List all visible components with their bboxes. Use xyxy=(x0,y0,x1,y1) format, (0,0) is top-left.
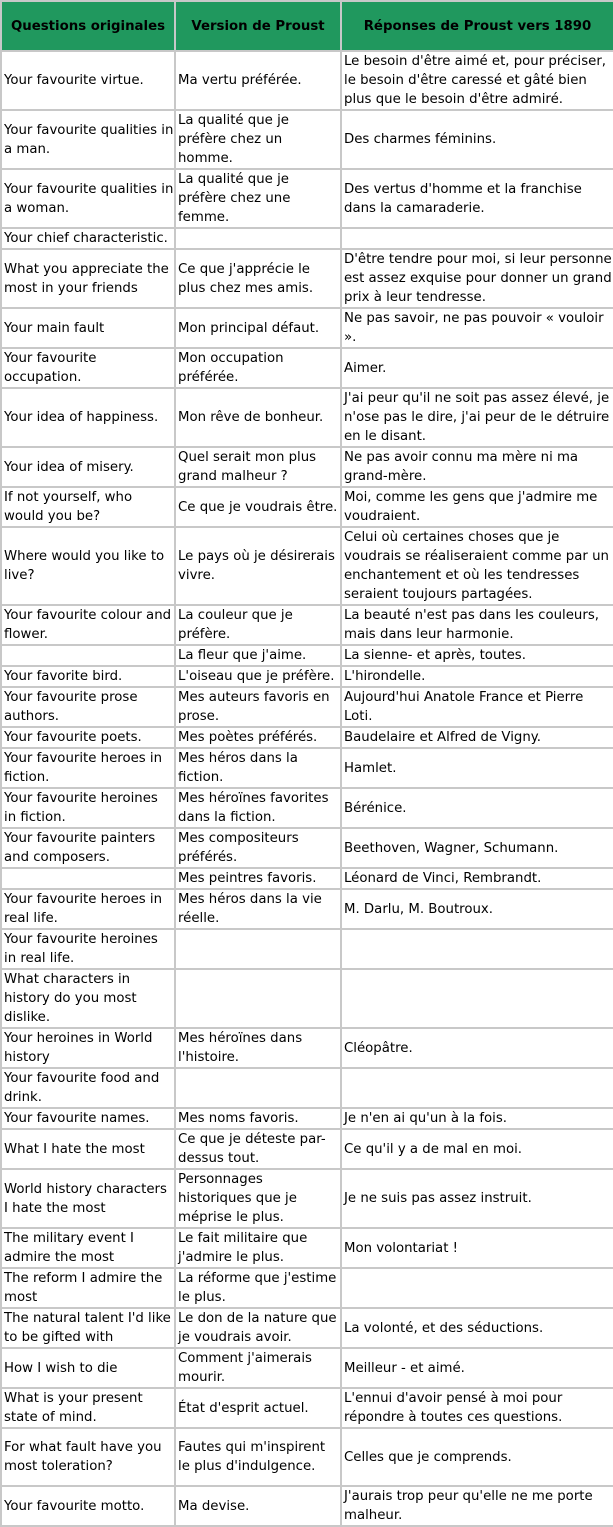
table-row xyxy=(1,645,613,666)
proust-answer-cell: Bérénice. xyxy=(341,788,613,828)
proust-version-cell: Mes héros dans la vie réelle. xyxy=(175,889,341,929)
proust-answer-cell: Meilleur - et aimé. xyxy=(341,1348,613,1388)
original-question-cell: Your favourite painters and composers. xyxy=(1,828,175,868)
original-question-cell: Your favourite names. xyxy=(1,1108,175,1129)
proust-answer-cell: Celles que je comprends. xyxy=(341,1428,613,1486)
original-question-cell: Your favourite heroes in real life. xyxy=(1,889,175,929)
proust-version-cell: Mon principal défaut. xyxy=(175,308,341,348)
proust-answer-cell xyxy=(341,969,613,1028)
table-row xyxy=(1,889,613,929)
proust-answer-cell: Je n'en ai qu'un à la fois. xyxy=(341,1108,613,1129)
proust-answer-cell: La volonté, et des séductions. xyxy=(341,1308,613,1348)
proust-answer-cell: Ne pas avoir connu ma mère ni ma grand-mère. xyxy=(341,447,613,487)
original-question-cell: Your favourite poets. xyxy=(1,727,175,748)
proust-version-cell: La couleur que je préfère. xyxy=(175,605,341,645)
original-question-cell: Your favorite bird. xyxy=(1,666,175,687)
table-row xyxy=(1,969,613,1028)
original-question-cell: The military event I admire the most xyxy=(1,1228,175,1268)
proust-version-cell: Mon occupation préférée. xyxy=(175,348,341,388)
table-row xyxy=(1,788,613,828)
proust-answer-cell: Ce qu'il y a de mal en moi. xyxy=(341,1129,613,1169)
proust-answer-cell xyxy=(341,929,613,969)
original-question-cell: Your idea of happiness. xyxy=(1,388,175,447)
table-row xyxy=(1,828,613,868)
proust-answer-cell xyxy=(341,228,613,249)
table-row xyxy=(1,1028,613,1068)
original-question-cell xyxy=(1,645,175,666)
proust-version-cell: Mes peintres favoris. xyxy=(175,868,341,889)
table-row xyxy=(1,169,613,228)
table-row xyxy=(1,1308,613,1348)
header-version-de-proust: Version de Proust xyxy=(175,1,341,51)
original-question-cell: Your favourite qualities in a woman. xyxy=(1,169,175,228)
original-question-cell: If not yourself, who would you be? xyxy=(1,487,175,527)
proust-answer-cell: Le besoin d'être aimé et, pour préciser, le besoin d'être caressé et gâté bien plus que le besoin d'être admiré. xyxy=(341,51,613,110)
original-question-cell: Your favourite heroines in real life. xyxy=(1,929,175,969)
proust-version-cell: Mes héros dans la fiction. xyxy=(175,748,341,788)
table-row xyxy=(1,308,613,348)
original-question-cell: Your chief characteristic. xyxy=(1,228,175,249)
table-row xyxy=(1,249,613,308)
table-row xyxy=(1,1486,613,1526)
proust-answer-cell xyxy=(341,1268,613,1308)
proust-version-cell xyxy=(175,1068,341,1108)
proust-answer-cell: D'être tendre pour moi, si leur personne est assez exquise pour donner un grand prix à leur tendresse. xyxy=(341,249,613,308)
proust-answer-cell xyxy=(341,1068,613,1108)
proust-answer-cell: J'ai peur qu'il ne soit pas assez élevé, je n'ose pas le dire, j'ai peur de le détruire en le disant. xyxy=(341,388,613,447)
proust-version-cell xyxy=(175,929,341,969)
proust-version-cell: Ce que je déteste par-dessus tout. xyxy=(175,1129,341,1169)
proust-answer-cell: Celui où certaines choses que je voudrais se réaliseraient comme par un enchantement et où les tendresses seraient toujours partagées. xyxy=(341,527,613,605)
original-question-cell: Where would you like to live? xyxy=(1,527,175,605)
proust-version-cell: La réforme que j'estime le plus. xyxy=(175,1268,341,1308)
proust-version-cell: L'oiseau que je préfère. xyxy=(175,666,341,687)
original-question-cell: Your favourite occupation. xyxy=(1,348,175,388)
proust-version-cell: État d'esprit actuel. xyxy=(175,1388,341,1428)
table-row xyxy=(1,527,613,605)
proust-answer-cell: Moi, comme les gens que j'admire me voudraient. xyxy=(341,487,613,527)
proust-answer-cell: Aujourd'hui Anatole France et Pierre Loti. xyxy=(341,687,613,727)
table-row xyxy=(1,1068,613,1108)
proust-answer-cell: Je ne suis pas assez instruit. xyxy=(341,1169,613,1228)
table-row xyxy=(1,388,613,447)
original-question-cell: What I hate the most xyxy=(1,1129,175,1169)
proust-answer-cell: Mon volontariat ! xyxy=(341,1228,613,1268)
original-question-cell: Your favourite heroines in fiction. xyxy=(1,788,175,828)
proust-answer-cell: L'ennui d'avoir pensé à moi pour répondre à toutes ces questions. xyxy=(341,1388,613,1428)
table-row xyxy=(1,51,613,110)
table-row xyxy=(1,748,613,788)
proust-answer-cell: Ne pas savoir, ne pas pouvoir « vouloir ». xyxy=(341,308,613,348)
table-row xyxy=(1,605,613,645)
original-question-cell xyxy=(1,868,175,889)
proust-version-cell xyxy=(175,228,341,249)
original-question-cell: Your favourite heroes in fiction. xyxy=(1,748,175,788)
original-question-cell: Your favourite prose authors. xyxy=(1,687,175,727)
original-question-cell: For what fault have you most toleration? xyxy=(1,1428,175,1486)
proust-version-cell: Mon rêve de bonheur. xyxy=(175,388,341,447)
table-row xyxy=(1,1108,613,1129)
table-row xyxy=(1,868,613,889)
table-body xyxy=(1,51,613,1526)
original-question-cell: What you appreciate the most in your friends xyxy=(1,249,175,308)
proust-answer-cell: Beethoven, Wagner, Schumann. xyxy=(341,828,613,868)
proust-answer-cell: Cléopâtre. xyxy=(341,1028,613,1068)
proust-version-cell xyxy=(175,969,341,1028)
proust-version-cell: Ma devise. xyxy=(175,1486,341,1526)
proust-version-cell: La fleur que j'aime. xyxy=(175,645,341,666)
proust-version-cell: Ce que je voudrais être. xyxy=(175,487,341,527)
table-row xyxy=(1,447,613,487)
original-question-cell: Your favourite food and drink. xyxy=(1,1068,175,1108)
original-question-cell: Your heroines in World history xyxy=(1,1028,175,1068)
original-question-cell: Your favourite virtue. xyxy=(1,51,175,110)
original-question-cell: Your idea of misery. xyxy=(1,447,175,487)
proust-version-cell: Mes noms favoris. xyxy=(175,1108,341,1129)
table-row xyxy=(1,1169,613,1228)
proust-version-cell: La qualité que je préfère chez une femme. xyxy=(175,169,341,228)
original-question-cell: Your favourite motto. xyxy=(1,1486,175,1526)
table-row xyxy=(1,666,613,687)
table-row xyxy=(1,228,613,249)
table-row xyxy=(1,1268,613,1308)
table-row xyxy=(1,727,613,748)
proust-version-cell: Ma vertu préférée. xyxy=(175,51,341,110)
proust-version-cell: Le pays où je désirerais vivre. xyxy=(175,527,341,605)
proust-version-cell: Comment j'aimerais mourir. xyxy=(175,1348,341,1388)
table-row xyxy=(1,1428,613,1486)
table-row xyxy=(1,348,613,388)
original-question-cell: World history characters I hate the most xyxy=(1,1169,175,1228)
table-header xyxy=(1,1,613,51)
proust-answer-cell: Des charmes féminins. xyxy=(341,110,613,169)
table-row xyxy=(1,1388,613,1428)
proust-version-cell: Personnages historiques que je méprise le plus. xyxy=(175,1169,341,1228)
proust-version-cell: Mes compositeurs préférés. xyxy=(175,828,341,868)
table-row xyxy=(1,487,613,527)
proust-answer-cell: Des vertus d'homme et la franchise dans la camaraderie. xyxy=(341,169,613,228)
proust-version-cell: La qualité que je préfère chez un homme. xyxy=(175,110,341,169)
table-row xyxy=(1,1348,613,1388)
original-question-cell: How I wish to die xyxy=(1,1348,175,1388)
proust-version-cell: Mes héroïnes dans l'histoire. xyxy=(175,1028,341,1068)
proust-version-cell: Quel serait mon plus grand malheur ? xyxy=(175,447,341,487)
proust-answer-cell: Hamlet. xyxy=(341,748,613,788)
original-question-cell: Your main fault xyxy=(1,308,175,348)
proust-answer-cell: Aimer. xyxy=(341,348,613,388)
proust-version-cell: Mes auteurs favoris en prose. xyxy=(175,687,341,727)
proust-version-cell: Mes poètes préférés. xyxy=(175,727,341,748)
proust-version-cell: Mes héroïnes favorites dans la fiction. xyxy=(175,788,341,828)
proust-answer-cell: M. Darlu, M. Boutroux. xyxy=(341,889,613,929)
table-row xyxy=(1,1228,613,1268)
proust-answer-cell: Baudelaire et Alfred de Vigny. xyxy=(341,727,613,748)
proust-version-cell: Fautes qui m'inspirent le plus d'indulgence. xyxy=(175,1428,341,1486)
proust-answer-cell: La sienne- et après, toutes. xyxy=(341,645,613,666)
header-row xyxy=(1,1,613,51)
header-questions-originales: Questions originales xyxy=(1,1,175,51)
table-row xyxy=(1,929,613,969)
original-question-cell: Your favourite qualities in a man. xyxy=(1,110,175,169)
proust-answer-cell: Léonard de Vinci, Rembrandt. xyxy=(341,868,613,889)
original-question-cell: What characters in history do you most dislike. xyxy=(1,969,175,1028)
table-row xyxy=(1,110,613,169)
proust-answer-cell: J'aurais trop peur qu'elle ne me porte malheur. xyxy=(341,1486,613,1526)
proust-version-cell: Le fait militaire que j'admire le plus. xyxy=(175,1228,341,1268)
proust-version-cell: Ce que j'apprécie le plus chez mes amis. xyxy=(175,249,341,308)
proust-version-cell: Le don de la nature que je voudrais avoir. xyxy=(175,1308,341,1348)
original-question-cell: The reform I admire the most xyxy=(1,1268,175,1308)
original-question-cell: The natural talent I'd like to be gifted with xyxy=(1,1308,175,1348)
table-row xyxy=(1,1129,613,1169)
original-question-cell: What is your present state of mind. xyxy=(1,1388,175,1428)
table-row xyxy=(1,687,613,727)
original-question-cell: Your favourite colour and flower. xyxy=(1,605,175,645)
proust-answer-cell: L'hirondelle. xyxy=(341,666,613,687)
header-reponses-de-proust: Réponses de Proust vers 1890 xyxy=(341,1,613,51)
proust-answer-cell: La beauté n'est pas dans les couleurs, mais dans leur harmonie. xyxy=(341,605,613,645)
